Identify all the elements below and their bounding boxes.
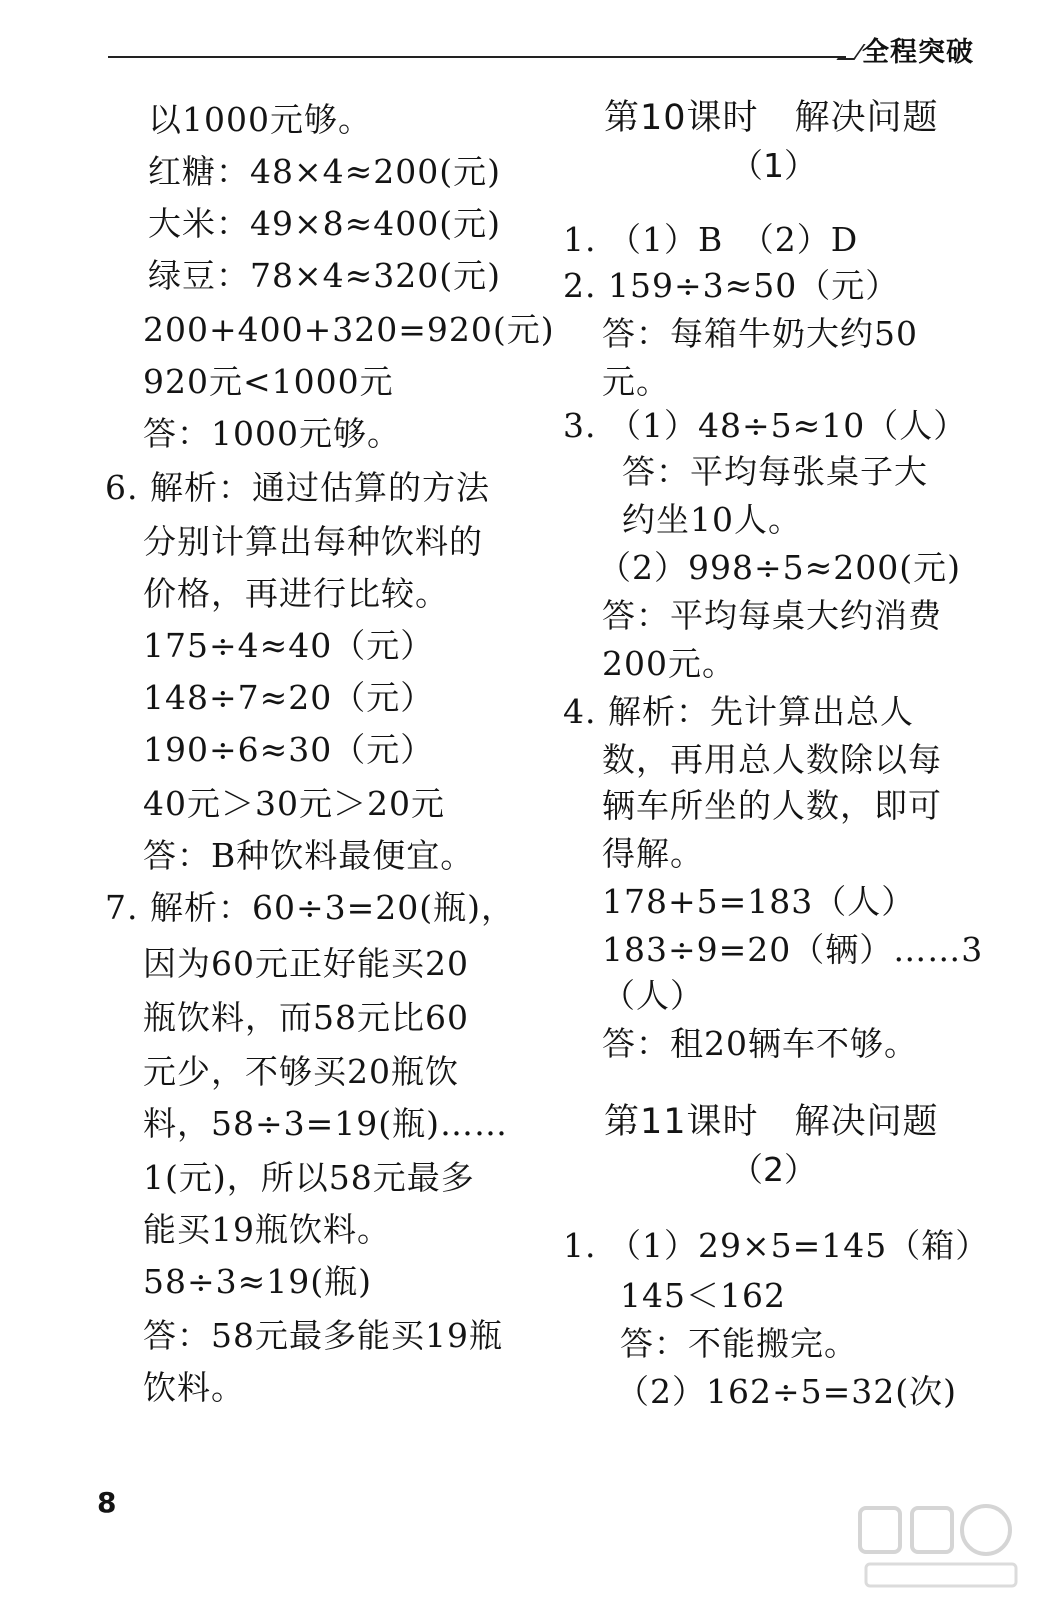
text-line: 约坐10人。 (622, 500, 802, 539)
text-line: 6. 解析：通过估算的方法 (105, 468, 490, 507)
text-line: 答：B种饮料最便宜。 (143, 836, 475, 875)
text-line: 答：58元最多能买19瓶 (143, 1316, 503, 1355)
header-title: 全程突破 (862, 37, 974, 68)
text-line: 料，58÷3=19(瓶)…… (143, 1104, 509, 1143)
text-line: 58÷3≈19(瓶) (143, 1262, 373, 1301)
header-rule (108, 56, 846, 58)
text-line: 因为60元正好能买20 (143, 944, 469, 983)
section-title: 第11课时 解决问题 (604, 1102, 939, 1142)
text-line: 1. （1）29×5=145（箱） (563, 1226, 990, 1265)
text-line: 答：租20辆车不够。 (602, 1024, 918, 1063)
text-line: 元少，不够买20瓶饮 (143, 1052, 459, 1091)
text-line: 大米：49×8≈400(元) (148, 204, 502, 243)
text-line: 145＜162 (620, 1276, 786, 1315)
text-line: 得解。 (602, 834, 704, 873)
text-line: 200+400+320=920(元) (143, 310, 555, 349)
text-line: 能买19瓶饮料。 (143, 1210, 391, 1249)
text-line: 瓶饮料，而58元比60 (143, 998, 469, 1037)
text-line: 答：每箱牛奶大约50 (602, 314, 918, 353)
text-line: 2. 159÷3≈50（元） (563, 266, 900, 305)
text-line: 175÷4≈40（元） (143, 626, 435, 665)
text-line: 1. （1）B （2）D (563, 220, 859, 259)
text-line: 3. （1）48÷5≈10（人） (563, 406, 968, 445)
text-line: 183÷9=20（辆）……3 (602, 930, 984, 969)
watermark-logo (856, 1500, 1026, 1596)
text-line: （人） (602, 976, 704, 1015)
text-line: 148÷7≈20（元） (143, 678, 435, 717)
text-line: 元。 (602, 362, 670, 401)
text-line: 价格，再进行比较。 (143, 574, 449, 613)
text-line: 答：平均每张桌子大 (622, 452, 928, 491)
page-number: 8 (97, 1486, 117, 1519)
text-line: 200元。 (602, 644, 736, 683)
text-line: （2）998÷5≈200(元) (598, 548, 962, 587)
text-line: 920元<1000元 (143, 362, 394, 401)
text-line: 答：平均每桌大约消费 (602, 596, 942, 635)
text-line: 答：不能搬完。 (620, 1324, 858, 1363)
section-title: 第10课时 解决问题 (604, 98, 939, 138)
text-line: 绿豆：78×4≈320(元) (148, 256, 502, 295)
text-line: 辆车所坐的人数，即可 (602, 786, 942, 825)
section-subtitle: （2） (730, 1150, 817, 1189)
text-line: 红糖：48×4≈200(元) (148, 152, 502, 191)
text-line: 饮料。 (143, 1368, 245, 1407)
text-line: 数，再用总人数除以每 (602, 740, 942, 779)
text-line: 分别计算出每种饮料的 (143, 522, 483, 561)
text-line: 答：1000元够。 (143, 414, 401, 453)
text-line: 40元＞30元＞20元 (143, 784, 445, 823)
text-line: 190÷6≈30（元） (143, 730, 435, 769)
text-line: 7. 解析：60÷3=20(瓶)， (105, 888, 516, 927)
text-line: 178+5=183（人） (602, 882, 916, 921)
section-subtitle: （1） (730, 146, 817, 185)
text-line: 1(元)，所以58元最多 (143, 1158, 475, 1197)
text-line: 以1000元够。 (148, 100, 372, 139)
text-line: （2）162÷5=32(次) (616, 1372, 958, 1411)
text-line: 4. 解析：先计算出总人 (563, 692, 914, 731)
